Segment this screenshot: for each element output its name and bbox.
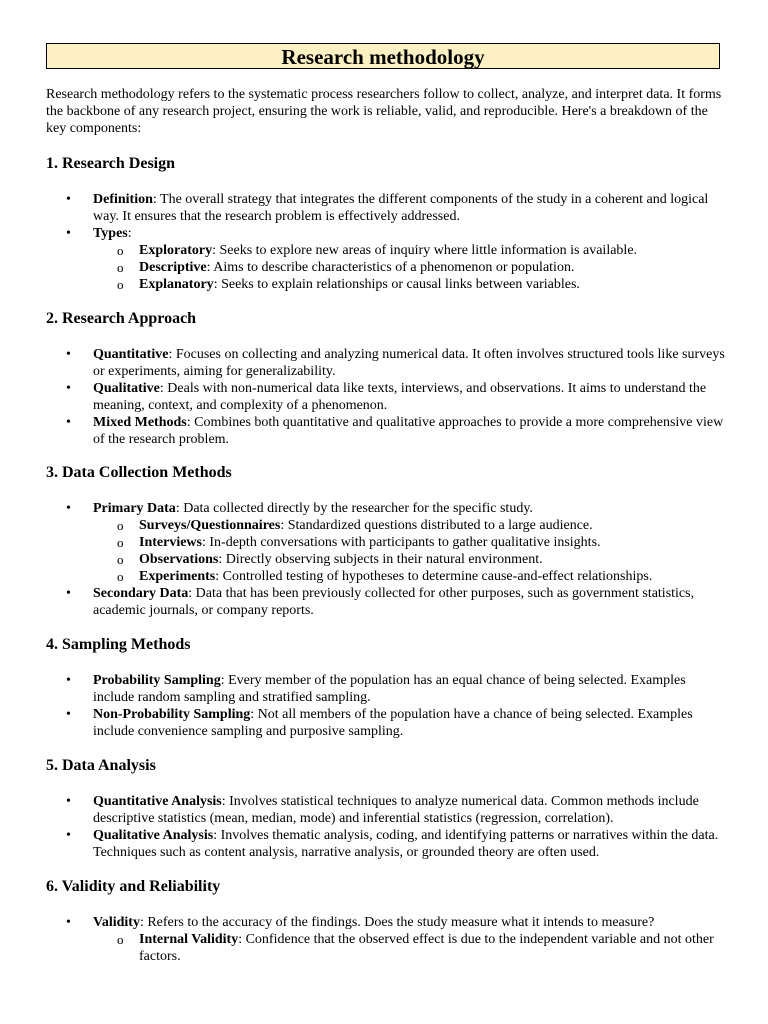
sub-list: [93, 242, 726, 293]
term: Descriptive: [139, 260, 207, 275]
term: Explanatory: [139, 277, 214, 292]
list-item: [46, 914, 726, 965]
description: : Every member of the population has an equal chance of being selected. Examples include random sampling and stratified sampling.: [93, 673, 686, 705]
description: :: [127, 226, 132, 241]
bullet-list: [46, 500, 726, 619]
section-data-analysis: [46, 756, 726, 861]
term: Validity: [93, 915, 140, 930]
sub-list-item: [93, 242, 726, 259]
term: Qualitative Analysis: [93, 828, 214, 843]
list-item: [46, 500, 726, 585]
list-item: [46, 346, 726, 380]
description: : Seeks to explore new areas of inquiry where little information is available.: [212, 243, 638, 258]
section-heading: 5. Data Analysis: [46, 757, 156, 774]
description: : Deals with non-numerical data like texts, interviews, and observations. It aims to understand the meaning, context, and complexity of a phenomenon.: [93, 381, 707, 413]
sub-list-item: [93, 276, 726, 293]
term: Probability Sampling: [93, 673, 221, 688]
bullet-list: [46, 914, 726, 965]
list-item: [46, 225, 726, 293]
bullet-list: [46, 793, 726, 861]
list-item: [46, 827, 726, 861]
description: : Controlled testing of hypotheses to determine cause-and-effect relationships.: [215, 569, 653, 584]
document-body: [46, 86, 726, 965]
list-item: [46, 672, 726, 706]
description: : Involves thematic analysis, coding, and identifying patterns or narratives within the data. Techniques such as content analysis, narrative analysis, or grounded theory are often used.: [93, 828, 719, 860]
description: : Directly observing subjects in their natural environment.: [218, 552, 543, 567]
list-item: [46, 191, 726, 225]
description: : Not all members of the population have a chance of being selected. Examples include convenience sampling and purposive sampling.: [93, 707, 693, 739]
term: Exploratory: [139, 243, 213, 258]
term: Surveys/Questionnaires: [139, 518, 281, 533]
section-research-design: [46, 154, 726, 293]
term: Non-Probability Sampling: [93, 707, 251, 722]
sub-list-item: [93, 931, 726, 965]
description: : In-depth conversations with participants to gather qualitative insights.: [202, 535, 601, 550]
term: Experiments: [139, 569, 216, 584]
bullet-list: [46, 191, 726, 293]
bullet-list: [46, 346, 726, 448]
description: : Combines both quantitative and qualitative approaches to provide a more comprehensive view of the research problem.: [93, 415, 724, 447]
list-item: [46, 414, 726, 448]
term: Mixed Methods: [93, 415, 187, 430]
description: : Standardized questions distributed to a large audience.: [280, 518, 593, 533]
term: Internal Validity: [139, 932, 239, 947]
section-heading: 1. Research Design: [46, 155, 176, 172]
section-heading: 2. Research Approach: [46, 310, 197, 327]
term: Secondary Data: [93, 586, 189, 601]
term: Types: [93, 226, 128, 241]
term: Observations: [139, 552, 219, 567]
term: Primary Data: [93, 501, 176, 516]
sub-list-item: [93, 517, 726, 534]
sub-list-item: [93, 534, 726, 551]
section-heading: 6. Validity and Reliability: [46, 878, 221, 895]
description: : Involves statistical techniques to analyze numerical data. Common methods include descriptive statistics (mean, median, mode) and inferential statistics (regression, correlation).: [93, 794, 699, 826]
sub-list-item: [93, 568, 726, 585]
document-title: Research methodology: [46, 43, 720, 69]
term: Quantitative Analysis: [93, 794, 222, 809]
description: : Data that has been previously collected for other purposes, such as government statistics, academic journals, or company reports.: [93, 586, 695, 618]
list-item: [46, 793, 726, 827]
term: Quantitative: [93, 347, 169, 362]
description: : Aims to describe characteristics of a phenomenon or population.: [206, 260, 575, 275]
sub-list-item: [93, 551, 726, 568]
sub-list: [93, 931, 726, 965]
sub-list: [93, 517, 726, 585]
section-heading: 4. Sampling Methods: [46, 636, 191, 653]
bullet-list: [46, 672, 726, 740]
term: Qualitative: [93, 381, 160, 396]
section-heading: 3. Data Collection Methods: [46, 464, 232, 481]
description: : Seeks to explain relationships or causal links between variables.: [213, 277, 580, 292]
list-item: [46, 585, 726, 619]
list-item: [46, 706, 726, 740]
description: : Refers to the accuracy of the findings. Does the study measure what it intends to measure?: [139, 915, 655, 930]
description: : The overall strategy that integrates the different components of the study in a coherent and logical way. It ensures that the research problem is effectively addressed.: [93, 192, 709, 224]
section-validity-reliability: [46, 877, 726, 965]
term: Definition: [93, 192, 153, 207]
section-sampling-methods: [46, 635, 726, 740]
description: : Data collected directly by the researcher for the specific study.: [175, 501, 533, 516]
term: Interviews: [139, 535, 202, 550]
list-item: [46, 380, 726, 414]
description: : Confidence that the observed effect is due to the independent variable and not other factors.: [139, 932, 714, 964]
section-research-approach: [46, 309, 726, 448]
intro-paragraph: Research methodology refers to the systematic process researchers follow to collect, analyze, and interpret data. It forms the backbone of any research project, ensuring the work is reliable, valid, and reproducible. Here's a breakdown of the key components:: [46, 87, 722, 136]
description: : Focuses on collecting and analyzing numerical data. It often involves structured tools like surveys or experiments, aiming for generalizability.: [93, 347, 725, 379]
sub-list-item: [93, 259, 726, 276]
section-data-collection: [46, 463, 726, 619]
